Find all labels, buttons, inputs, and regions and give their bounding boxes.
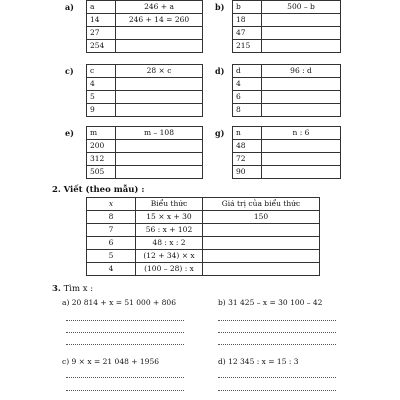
- table-row: [87, 127, 203, 140]
- table-row: [87, 166, 203, 179]
- table-row: [87, 14, 203, 27]
- value-cell: 7: [87, 224, 136, 237]
- answer-line[interactable]: [218, 377, 336, 378]
- header-cell: n: [233, 127, 262, 140]
- table-row: [233, 104, 341, 117]
- answer-line[interactable]: [66, 344, 184, 345]
- label-g: g): [215, 128, 225, 138]
- table-row: [87, 104, 203, 117]
- value-cell: 4: [87, 263, 136, 276]
- table-row: [87, 224, 320, 237]
- value-cell: 8: [233, 104, 262, 117]
- answer-cell[interactable]: [262, 104, 341, 117]
- table-row: [87, 237, 320, 250]
- value-cell: 90: [233, 166, 262, 179]
- answer-cell[interactable]: [116, 140, 203, 153]
- label-c: c): [65, 66, 74, 76]
- section-title: Tìm x :: [63, 284, 94, 294]
- value-cell: 505: [87, 166, 116, 179]
- table-d: [232, 64, 341, 117]
- problem-d: d) 12 345 : x = 15 : 3: [218, 357, 299, 366]
- table-g: [232, 126, 341, 179]
- table-row: [233, 27, 341, 40]
- table-expressions: [86, 197, 320, 276]
- answer-line[interactable]: [218, 320, 336, 321]
- value-cell: 4: [87, 78, 116, 91]
- table-a: [86, 0, 203, 53]
- answer-cell[interactable]: [262, 140, 341, 153]
- header-cell: Biểu thức: [136, 198, 203, 211]
- table-row: [233, 140, 341, 153]
- value-cell: 14: [87, 14, 116, 27]
- answer-cell[interactable]: [116, 27, 203, 40]
- value-cell: 48: [233, 140, 262, 153]
- value-cell: 6: [87, 237, 136, 250]
- table-row: [233, 65, 341, 78]
- answer-cell[interactable]: [116, 40, 203, 53]
- header-cell: 28 × c: [116, 65, 203, 78]
- table-row: [87, 91, 203, 104]
- value-cell: 312: [87, 153, 116, 166]
- header-cell: m – 108: [116, 127, 203, 140]
- table-row: [87, 198, 320, 211]
- table-row: [87, 140, 203, 153]
- table-row: [233, 91, 341, 104]
- header-cell: 246 + a: [116, 1, 203, 14]
- section-2-heading: [52, 185, 145, 195]
- table-b: [232, 0, 341, 53]
- label-a: a): [65, 2, 74, 12]
- label-b: b): [215, 2, 225, 12]
- value-cell: 4: [233, 78, 262, 91]
- answer-line[interactable]: [66, 390, 184, 391]
- table-row: [233, 153, 341, 166]
- value-cell: 200: [87, 140, 116, 153]
- expression-cell: (100 – 28) : x: [136, 263, 203, 276]
- expression-cell: 48 : x : 2: [136, 237, 203, 250]
- table-row: [233, 40, 341, 53]
- answer-cell[interactable]: [203, 237, 320, 250]
- header-cell: n : 6: [262, 127, 341, 140]
- answer-line[interactable]: [66, 332, 184, 333]
- table-c: [86, 64, 203, 117]
- value-cell: 5: [87, 91, 116, 104]
- answer-cell[interactable]: [262, 166, 341, 179]
- table-row: [87, 40, 203, 53]
- table-row: [87, 263, 320, 276]
- table-row: [87, 78, 203, 91]
- answer-line[interactable]: [66, 377, 184, 378]
- table-row: [233, 14, 341, 27]
- answer-cell[interactable]: [116, 166, 203, 179]
- value-cell: 9: [87, 104, 116, 117]
- label-e: e): [65, 128, 74, 138]
- header-cell: m: [87, 127, 116, 140]
- answer-cell[interactable]: [262, 153, 341, 166]
- table-row: [233, 1, 341, 14]
- answer-line[interactable]: [218, 332, 336, 333]
- header-cell: b: [233, 1, 262, 14]
- header-cell: d: [233, 65, 262, 78]
- answer-cell[interactable]: 246 + 14 = 260: [116, 14, 203, 27]
- answer-line[interactable]: [66, 320, 184, 321]
- expression-cell: 15 × x + 30: [136, 211, 203, 224]
- value-cell: 27: [87, 27, 116, 40]
- answer-cell[interactable]: [203, 250, 320, 263]
- problem-b: b) 31 425 – x = 30 100 – 42: [218, 298, 323, 307]
- answer-cell[interactable]: [262, 91, 341, 104]
- header-cell: Giá trị của biểu thức: [203, 198, 320, 211]
- value-cell: 8: [87, 211, 136, 224]
- value-cell: 72: [233, 153, 262, 166]
- answer-cell[interactable]: [262, 27, 341, 40]
- header-cell: 96 : d: [262, 65, 341, 78]
- problem-c: c) 9 × x = 21 048 + 1956: [62, 357, 159, 366]
- header-cell: 500 – b: [262, 1, 341, 14]
- expression-cell: (12 + 34) × x: [136, 250, 203, 263]
- answer-line[interactable]: [218, 344, 336, 345]
- value-cell: 47: [233, 27, 262, 40]
- answer-cell[interactable]: [262, 40, 341, 53]
- problem-a: a) 20 814 + x = 51 000 + 806: [62, 298, 176, 307]
- value-cell: 6: [233, 91, 262, 104]
- value-cell: 254: [87, 40, 116, 53]
- value-cell: 215: [233, 40, 262, 53]
- header-cell: x: [87, 198, 136, 211]
- expression-cell: 56 : x + 102: [136, 224, 203, 237]
- answer-cell[interactable]: 150: [203, 211, 320, 224]
- section-3-heading: [52, 284, 93, 294]
- answer-cell[interactable]: [262, 14, 341, 27]
- section-title: Viết (theo mẫu) :: [63, 185, 145, 195]
- answer-cell[interactable]: [203, 224, 320, 237]
- answer-cell[interactable]: [116, 78, 203, 91]
- section-number: 3.: [52, 284, 61, 294]
- value-cell: 18: [233, 14, 262, 27]
- answer-cell[interactable]: [116, 104, 203, 117]
- table-row: [87, 153, 203, 166]
- table-e: [86, 126, 203, 179]
- answer-line[interactable]: [218, 390, 336, 391]
- section-number: 2.: [52, 185, 61, 195]
- answer-cell[interactable]: [116, 153, 203, 166]
- table-row: [233, 127, 341, 140]
- label-d: d): [215, 66, 225, 76]
- answer-cell[interactable]: [203, 263, 320, 276]
- table-row: [233, 78, 341, 91]
- table-row: [87, 65, 203, 78]
- header-cell: c: [87, 65, 116, 78]
- table-row: [87, 1, 203, 14]
- table-row: [233, 166, 341, 179]
- table-row: [87, 211, 320, 224]
- table-row: [87, 250, 320, 263]
- table-row: [87, 27, 203, 40]
- header-cell: a: [87, 1, 116, 14]
- value-cell: 5: [87, 250, 136, 263]
- answer-cell[interactable]: [116, 91, 203, 104]
- answer-cell[interactable]: [262, 78, 341, 91]
